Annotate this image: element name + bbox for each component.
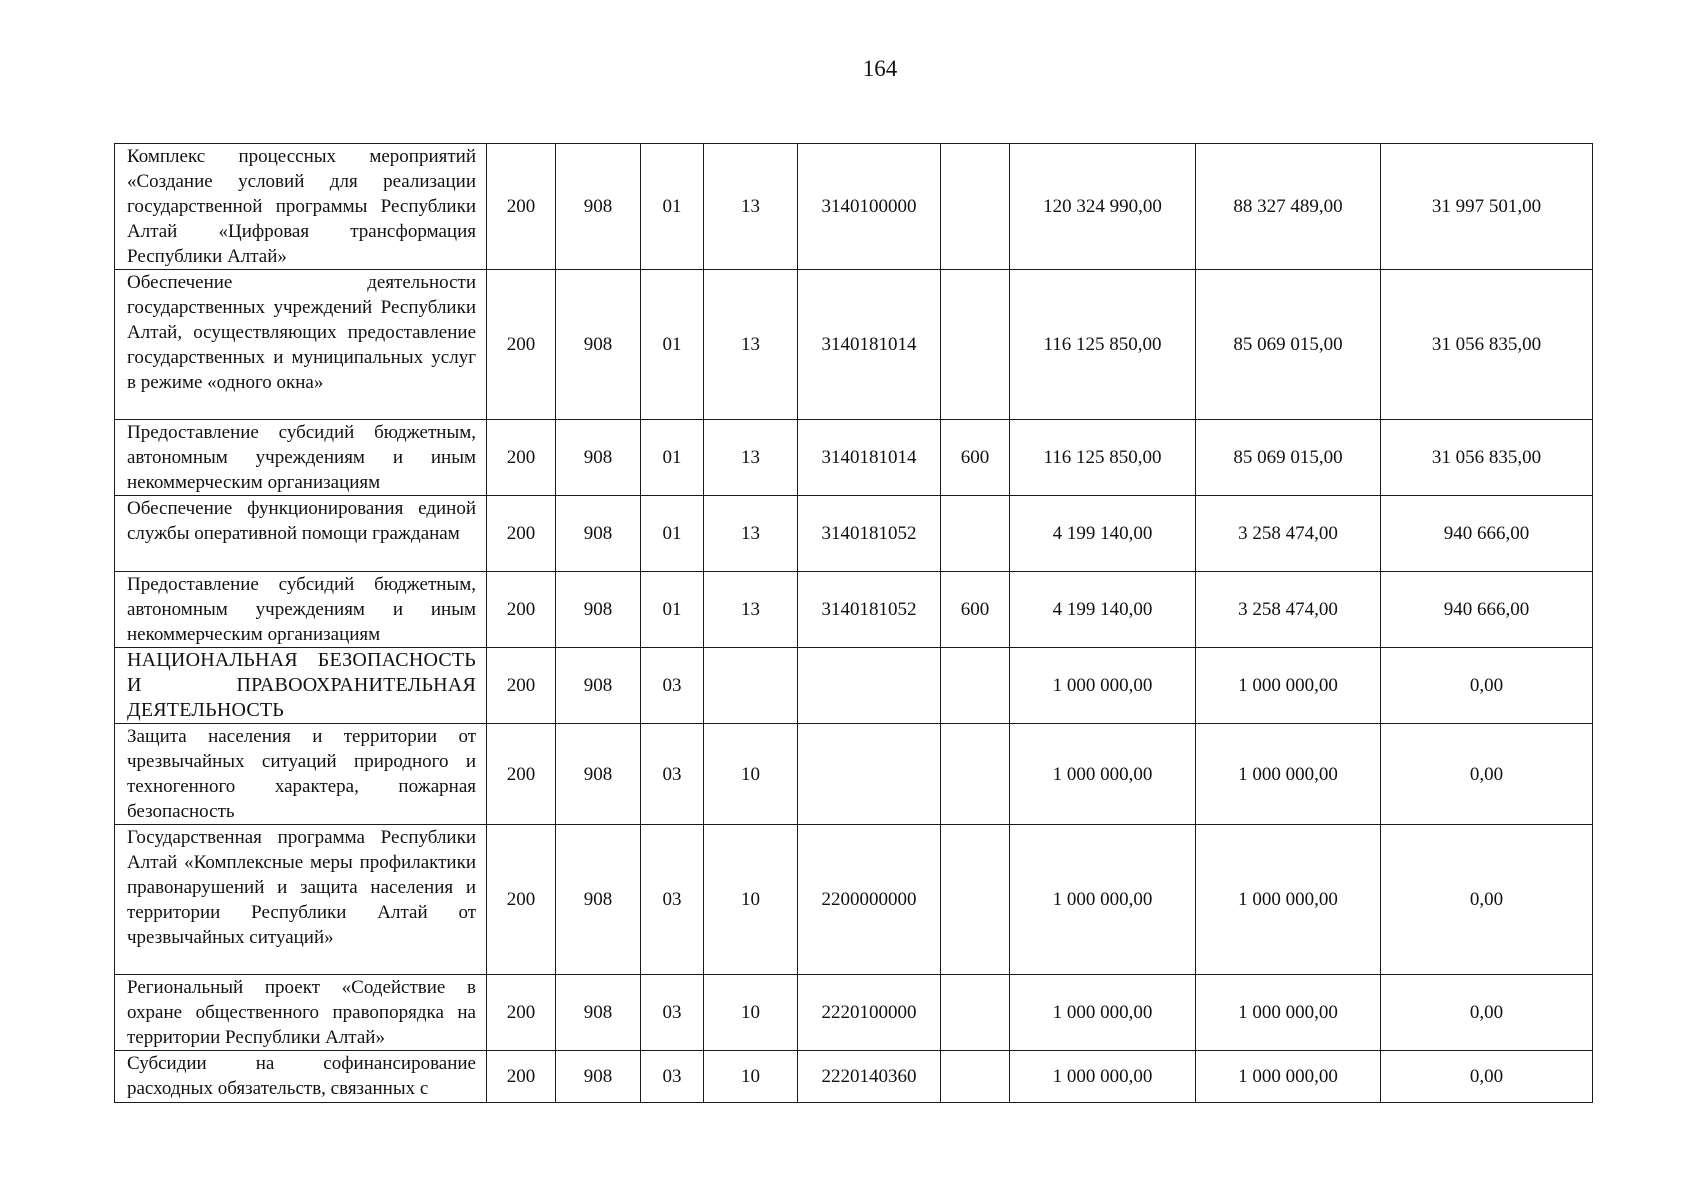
row-name: Обеспечение деятельности государственных учреждений Республики Алтай, осуществляющих предоставление государственных и муниципальных услуг в режиме «одного окна» [115,270,487,420]
cell-value-2: 1 000 000,00 [1196,825,1381,975]
cell-value-1: 120 324 990,00 [1010,144,1196,270]
table-row [115,648,1593,724]
cell-value-3: 0,00 [1381,1051,1593,1103]
cell-code-5: 3140181052 [798,496,941,572]
cell-code-1: 200 [487,420,556,496]
budget-table [114,143,1593,1103]
cell-code-4: 10 [704,825,798,975]
cell-code-4: 13 [704,144,798,270]
cell-value-1: 1 000 000,00 [1010,1051,1196,1103]
cell-code-2: 908 [556,724,641,825]
cell-value-3: 31 997 501,00 [1381,144,1593,270]
cell-code-6 [941,1051,1010,1103]
cell-code-3: 01 [641,144,704,270]
cell-code-1: 200 [487,648,556,724]
cell-value-3: 0,00 [1381,648,1593,724]
table-row [115,496,1593,572]
cell-value-1: 4 199 140,00 [1010,496,1196,572]
cell-code-1: 200 [487,825,556,975]
cell-value-1: 116 125 850,00 [1010,270,1196,420]
table-row [115,420,1593,496]
cell-value-1: 1 000 000,00 [1010,825,1196,975]
table-row [115,270,1593,420]
cell-code-4: 10 [704,975,798,1051]
cell-value-2: 85 069 015,00 [1196,270,1381,420]
row-name: Субсидии на софинансирование расходных обязательств, связанных с [115,1051,487,1103]
cell-code-4: 13 [704,496,798,572]
cell-code-4: 13 [704,420,798,496]
table-row [115,1051,1593,1103]
row-name: НАЦИОНАЛЬНАЯ БЕЗОПАСНОСТЬ И ПРАВООХРАНИТЕЛЬНАЯ ДЕЯТЕЛЬНОСТЬ [115,648,487,724]
cell-code-3: 03 [641,1051,704,1103]
cell-code-2: 908 [556,496,641,572]
cell-value-3: 0,00 [1381,724,1593,825]
cell-code-2: 908 [556,144,641,270]
cell-code-3: 03 [641,724,704,825]
cell-code-6 [941,270,1010,420]
cell-value-2: 85 069 015,00 [1196,420,1381,496]
cell-code-5: 2220100000 [798,975,941,1051]
cell-code-5: 2200000000 [798,825,941,975]
cell-code-6 [941,648,1010,724]
cell-code-2: 908 [556,825,641,975]
cell-code-2: 908 [556,1051,641,1103]
cell-code-6 [941,975,1010,1051]
cell-code-2: 908 [556,648,641,724]
table-row [115,572,1593,648]
cell-code-2: 908 [556,420,641,496]
cell-code-4 [704,648,798,724]
cell-value-2: 1 000 000,00 [1196,648,1381,724]
table-row [115,825,1593,975]
cell-code-4: 13 [704,270,798,420]
row-name: Защита населения и территории от чрезвычайных ситуаций природного и техногенного характера, пожарная безопасность [115,724,487,825]
cell-code-4: 10 [704,1051,798,1103]
cell-value-3: 940 666,00 [1381,572,1593,648]
cell-value-1: 4 199 140,00 [1010,572,1196,648]
cell-code-4: 10 [704,724,798,825]
cell-value-3: 0,00 [1381,975,1593,1051]
cell-code-3: 01 [641,572,704,648]
cell-code-1: 200 [487,1051,556,1103]
cell-value-2: 1 000 000,00 [1196,724,1381,825]
row-name: Комплекс процессных мероприятий «Создание условий для реализации государственной программы Республики Алтай «Цифровая трансформация Республики Алтай» [115,144,487,270]
cell-code-6: 600 [941,572,1010,648]
cell-value-3: 0,00 [1381,825,1593,975]
cell-code-1: 200 [487,724,556,825]
cell-code-4: 13 [704,572,798,648]
cell-value-2: 3 258 474,00 [1196,572,1381,648]
cell-code-3: 01 [641,270,704,420]
cell-code-6 [941,825,1010,975]
cell-value-3: 940 666,00 [1381,496,1593,572]
cell-code-1: 200 [487,496,556,572]
row-name: Предоставление субсидий бюджетным, автономным учреждениям и иным некоммерческим организациям [115,572,487,648]
cell-value-2: 88 327 489,00 [1196,144,1381,270]
cell-code-5: 3140100000 [798,144,941,270]
cell-code-1: 200 [487,144,556,270]
cell-code-3: 03 [641,825,704,975]
cell-code-6 [941,724,1010,825]
cell-code-6 [941,496,1010,572]
table-row [115,975,1593,1051]
cell-code-5: 3140181014 [798,270,941,420]
cell-code-3: 03 [641,975,704,1051]
table-row [115,724,1593,825]
row-name: Предоставление субсидий бюджетным, автономным учреждениям и иным некоммерческим организациям [115,420,487,496]
cell-value-1: 1 000 000,00 [1010,724,1196,825]
cell-code-2: 908 [556,270,641,420]
cell-code-3: 03 [641,648,704,724]
cell-code-2: 908 [556,572,641,648]
cell-code-1: 200 [487,572,556,648]
cell-code-1: 200 [487,270,556,420]
cell-value-3: 31 056 835,00 [1381,420,1593,496]
cell-code-6 [941,144,1010,270]
cell-code-1: 200 [487,975,556,1051]
cell-value-3: 31 056 835,00 [1381,270,1593,420]
cell-value-1: 1 000 000,00 [1010,975,1196,1051]
cell-code-3: 01 [641,420,704,496]
cell-value-1: 1 000 000,00 [1010,648,1196,724]
cell-code-3: 01 [641,496,704,572]
cell-code-5: 3140181052 [798,572,941,648]
cell-code-5 [798,724,941,825]
row-name: Обеспечение функционирования единой службы оперативной помощи гражданам [115,496,487,572]
cell-value-2: 1 000 000,00 [1196,975,1381,1051]
page-number: 164 [862,56,898,81]
cell-code-2: 908 [556,975,641,1051]
cell-code-5 [798,648,941,724]
table-row [115,144,1593,270]
cell-code-5: 2220140360 [798,1051,941,1103]
cell-code-6: 600 [941,420,1010,496]
row-name: Региональный проект «Содействие в охране общественного правопорядка на территории Республики Алтай» [115,975,487,1051]
row-name: Государственная программа Республики Алтай «Комплексные меры профилактики правонарушений и защита населения и территории Республики Алтай от чрезвычайных ситуаций» [115,825,487,975]
cell-value-2: 1 000 000,00 [1196,1051,1381,1103]
cell-value-1: 116 125 850,00 [1010,420,1196,496]
cell-value-2: 3 258 474,00 [1196,496,1381,572]
cell-code-5: 3140181014 [798,420,941,496]
